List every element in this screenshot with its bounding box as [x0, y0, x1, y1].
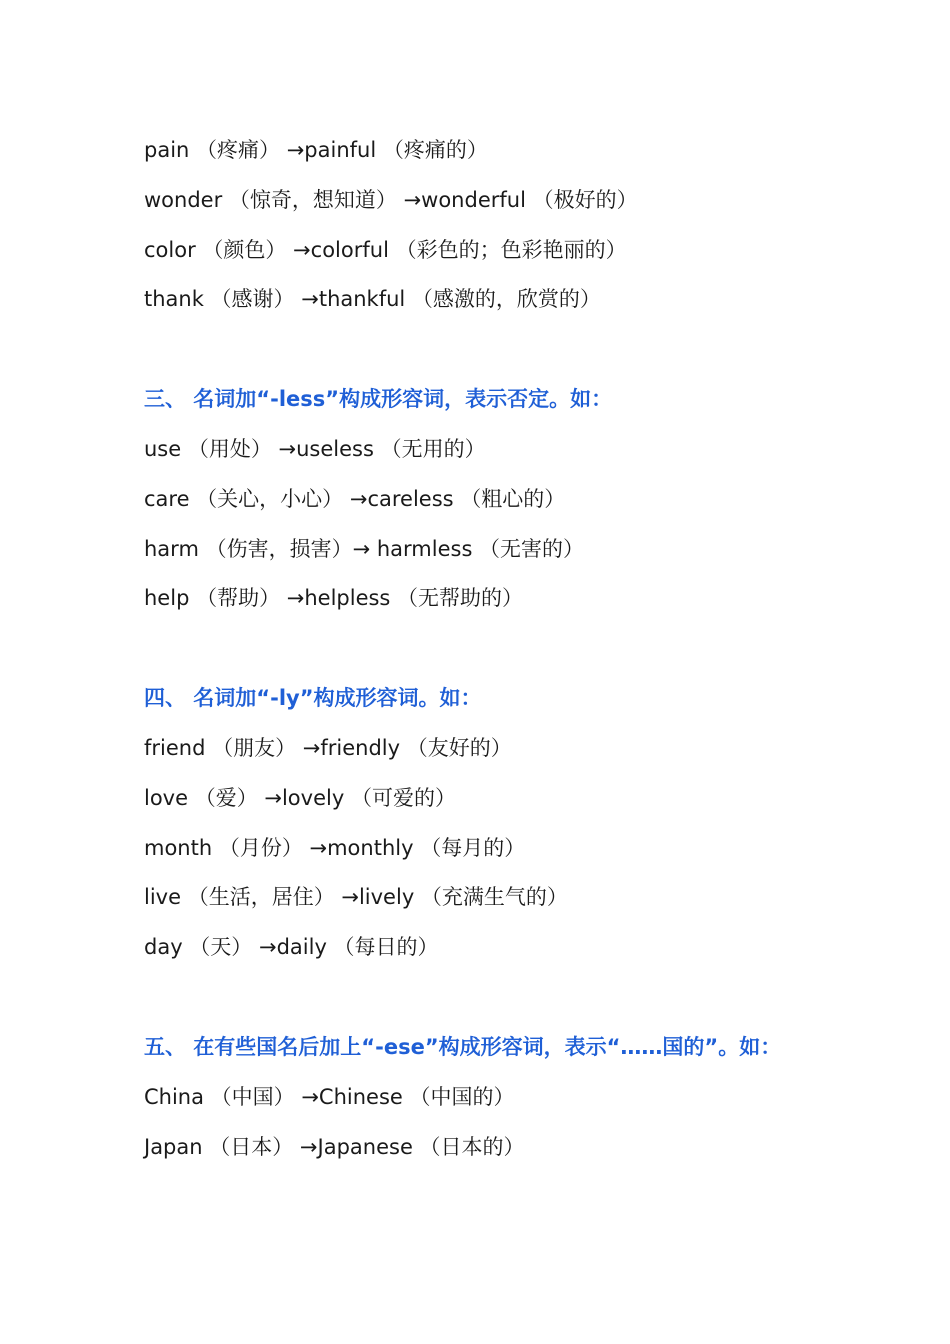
- section-heading-4: 四、 名词加“-ly”构成形容词。如：: [144, 686, 482, 711]
- example-line: China （中国） →Chinese （中国的）: [144, 1084, 515, 1109]
- example-line: help （帮助） →helpless （无帮助的）: [144, 586, 524, 611]
- example-line: day （天） →daily （每日的）: [144, 935, 439, 960]
- section-gap: [144, 628, 924, 678]
- example-line: thank （感谢） →thankful （感激的，欣赏的）: [144, 287, 601, 312]
- section-gap: [144, 329, 924, 379]
- section-heading-3: 三、 名词加“-less”构成形容词，表示否定。如：: [144, 387, 613, 412]
- example-line: live （生活，居住） →lively （充满生气的）: [144, 885, 568, 910]
- example-line: harm （伤害，损害）→ harmless （无害的）: [144, 536, 585, 561]
- example-line: pain （疼痛） →painful （疼痛的）: [144, 138, 488, 162]
- example-line: love （爱） →lovely （可爱的）: [144, 785, 456, 810]
- example-line: use （用处） →useless （无用的）: [144, 436, 486, 461]
- document-page: [144, 130, 924, 1176]
- section-heading-5: 五、 在有些国名后加上“-ese”构成形容词，表示“……国的”。如：: [144, 1034, 782, 1059]
- example-line: color （颜色） →colorful （彩色的；色彩艳丽的）: [144, 237, 627, 262]
- example-line: month （月份） →monthly （每月的）: [144, 835, 526, 860]
- section-gap: [144, 977, 924, 1027]
- example-line: Japan （日本） →Japanese （日本的）: [144, 1134, 525, 1159]
- example-line: friend （朋友） →friendly （友好的）: [144, 735, 512, 760]
- example-line: care （关心，小心） →careless （粗心的）: [144, 486, 566, 511]
- example-line: wonder （惊奇，想知道） →wonderful （极好的）: [144, 187, 638, 212]
